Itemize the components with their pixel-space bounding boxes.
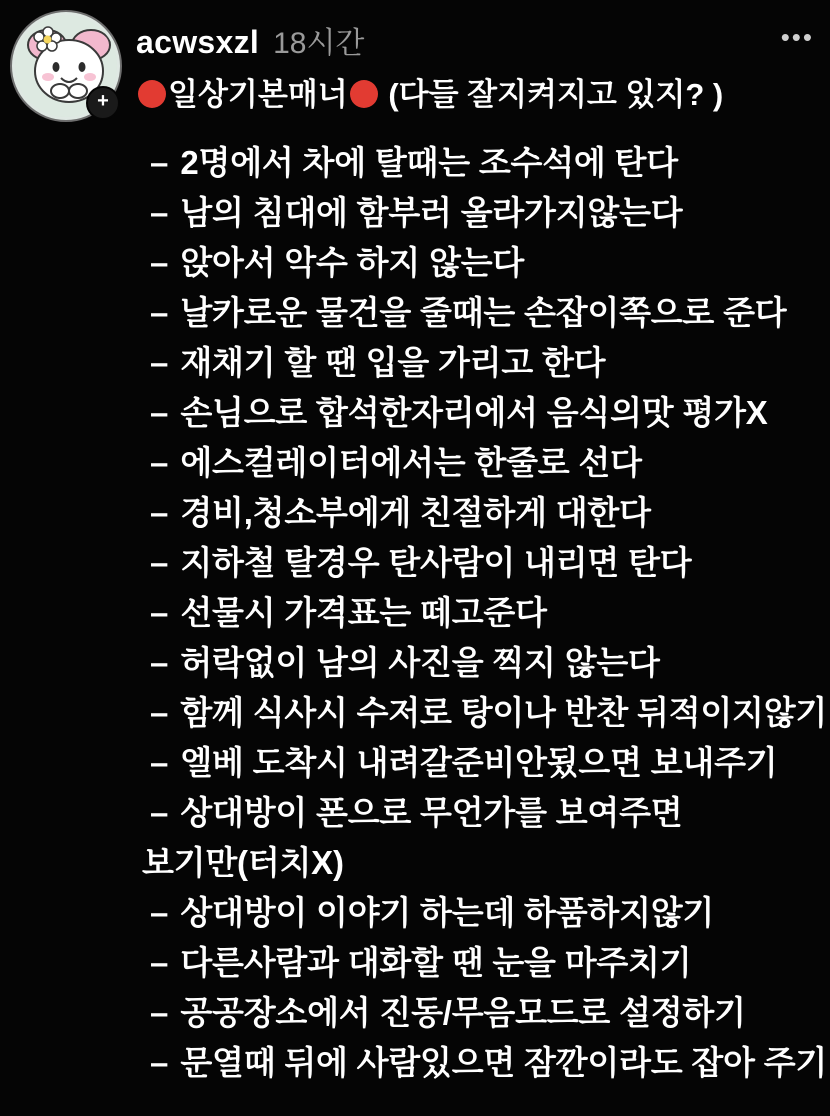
list-item-label: 상대방이 폰으로 무언가를 보여주면 — [180, 794, 683, 831]
name-row — [136, 18, 820, 62]
list-dash: – — [150, 444, 169, 481]
list-dash: – — [150, 894, 169, 931]
list-dash: – — [150, 594, 169, 631]
list-dash: – — [150, 244, 169, 281]
list-dash: – — [150, 744, 169, 781]
add-story-icon[interactable]: + — [86, 86, 120, 120]
list-dash: – — [150, 294, 169, 331]
list-item — [10, 946, 820, 979]
list-item — [10, 796, 820, 829]
avatar[interactable] — [10, 10, 122, 122]
list-dash: – — [150, 944, 169, 981]
list-item — [10, 1044, 828, 1081]
list-item — [10, 346, 820, 379]
list-dash: – — [150, 1044, 169, 1081]
list-item-label: 공공장소에서 진동/무음모드로 설정하기 — [180, 994, 746, 1031]
headline-title: 일상기본매너 — [168, 77, 348, 112]
list-item-label: 재채기 할 땐 입을 가리고 한다 — [180, 344, 606, 381]
list-item-label: 손님으로 합석한자리에서 음식의맛 평가X — [180, 394, 768, 431]
list-dash: – — [150, 544, 169, 581]
list-item — [10, 446, 820, 479]
list-item — [10, 246, 820, 279]
list-item — [10, 996, 820, 1029]
list-item — [10, 196, 820, 229]
list-dash: – — [150, 344, 169, 381]
list-item — [10, 496, 820, 529]
list-item-label: 문열때 뒤에 사람있으면 잠깐이라도 잡아 주기 — [180, 1044, 828, 1081]
list-item — [10, 296, 820, 329]
list-item — [10, 846, 820, 879]
list-dash: – — [150, 494, 169, 531]
list-item-label: 보기만(터치X) — [142, 844, 344, 881]
manner-list — [0, 130, 830, 1079]
headline-subtitle: (다들 잘지켜지고 있지? ) — [388, 77, 724, 112]
list-item — [10, 396, 820, 429]
list-dash: – — [150, 794, 169, 831]
list-item — [10, 146, 820, 179]
timestamp: 18시간 — [273, 27, 365, 60]
list-item-label: 함께 식사시 수저로 탕이나 반찬 뒤적이지않기 — [180, 694, 828, 731]
list-item-label: 에스컬레이터에서는 한줄로 선다 — [180, 444, 642, 481]
list-dash: – — [150, 394, 169, 431]
list-dash: – — [150, 194, 169, 231]
list-dash: – — [150, 144, 169, 181]
header-text — [122, 8, 820, 115]
red-circle-icon-left — [138, 80, 166, 108]
list-item — [10, 746, 820, 779]
list-item-label: 앉아서 악수 하지 않는다 — [180, 244, 525, 281]
list-item-label: 경비,청소부에게 친절하게 대한다 — [180, 494, 651, 531]
list-dash: – — [150, 694, 169, 731]
list-dash: – — [150, 644, 169, 681]
username[interactable]: acwsxzl — [136, 24, 260, 60]
list-item-label: 2명에서 차에 탈때는 조수석에 탄다 — [180, 144, 678, 181]
list-item-label: 날카로운 물건을 줄때는 손잡이쪽으로 준다 — [180, 294, 787, 331]
post-headline — [136, 76, 820, 115]
list-item-label: 다른사람과 대화할 땐 눈을 마주치기 — [180, 944, 692, 981]
red-circle-icon-right — [350, 80, 378, 108]
list-item-label: 엘베 도착시 내려갈준비안됬으면 보내주기 — [180, 744, 778, 781]
list-item — [10, 596, 820, 629]
list-dash: – — [150, 994, 169, 1031]
more-options-icon[interactable]: ••• — [780, 22, 814, 52]
list-item-label: 허락없이 남의 사진을 찍지 않는다 — [180, 644, 660, 681]
post-header — [0, 0, 830, 130]
list-item-label: 선물시 가격표는 떼고준다 — [180, 594, 547, 631]
list-item-label: 지하철 탈경우 탄사람이 내리면 탄다 — [180, 544, 692, 581]
list-item — [10, 646, 820, 679]
list-item — [10, 546, 820, 579]
list-item-label: 상대방이 이야기 하는데 하품하지않기 — [180, 894, 715, 931]
list-item-label: 남의 침대에 함부러 올라가지않는다 — [180, 194, 683, 231]
list-item — [10, 896, 820, 929]
list-item — [10, 694, 828, 731]
